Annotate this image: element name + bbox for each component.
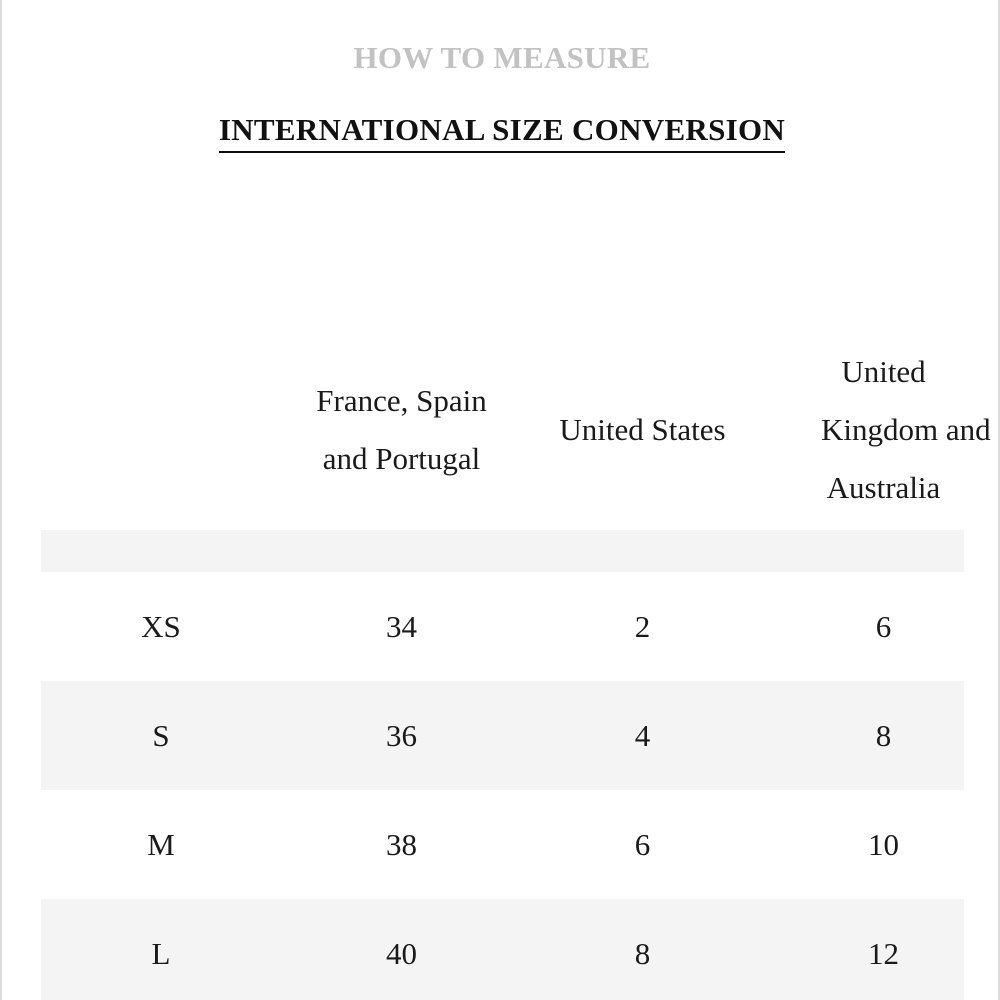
size-conversion-table (41, 330, 991, 1000)
size-uk: 8 (875, 717, 892, 753)
table-row (41, 899, 964, 1000)
header-size-label (41, 330, 281, 530)
table-row (41, 572, 964, 681)
table-header-row (41, 330, 991, 530)
size-label: L (151, 935, 171, 971)
size-france: 34 (386, 608, 417, 644)
size-uk: 6 (875, 608, 892, 644)
header-uk-australia (763, 330, 1000, 530)
size-uk: 10 (868, 826, 899, 862)
header-line: France, Spain (316, 383, 487, 418)
table-row (41, 790, 964, 899)
tab-bar (2, 112, 1000, 153)
header-united-states (522, 330, 763, 530)
size-label: XS (141, 608, 181, 644)
size-label: M (147, 826, 175, 862)
size-us: 6 (634, 826, 651, 862)
size-france: 36 (386, 717, 417, 753)
size-uk: 12 (868, 935, 899, 971)
table-row (41, 681, 964, 790)
size-us: 8 (634, 935, 651, 971)
header-line: Australia (826, 470, 941, 505)
header-line: Kingdom and (821, 412, 991, 447)
table-divider-row (41, 530, 964, 572)
tab-international-size-conversion[interactable]: INTERNATIONAL SIZE CONVERSION (219, 112, 785, 153)
size-france: 38 (386, 826, 417, 862)
header-line: and Portugal (322, 441, 481, 476)
size-label: S (152, 717, 170, 753)
header-france-spain-portugal (281, 330, 522, 530)
header-line: United (841, 354, 926, 389)
size-us: 4 (634, 717, 651, 753)
size-france: 40 (386, 935, 417, 971)
tab-how-to-measure[interactable]: HOW TO MEASURE (353, 40, 651, 75)
header-line: United States (559, 412, 726, 447)
size-us: 2 (634, 608, 651, 644)
